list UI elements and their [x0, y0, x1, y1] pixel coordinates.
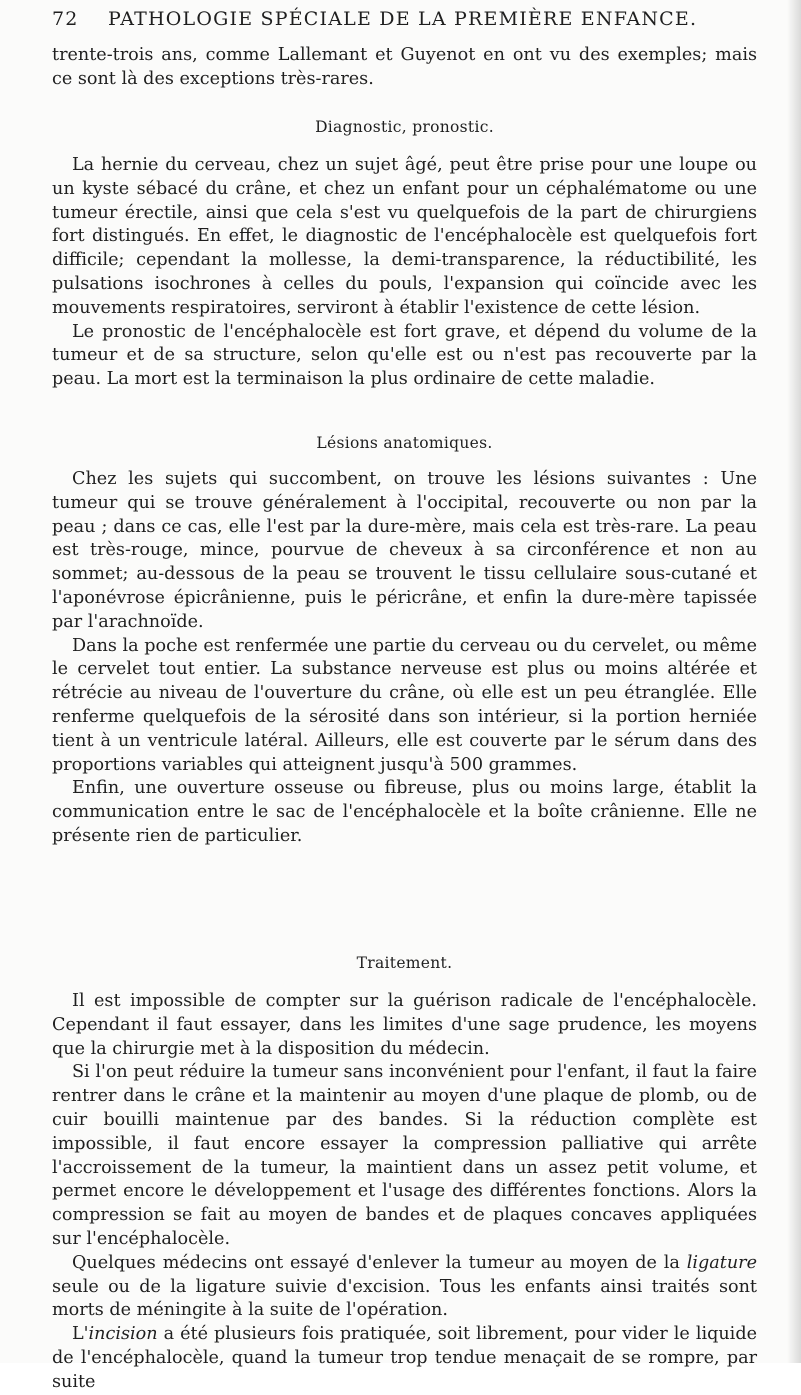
text-run: a été plusieurs fois pratiquée, soit librement, pour vider le liquide de l'encéphalocèle, quand la tumeur trop tendue menaçait de se rompre, par suite	[52, 1324, 757, 1392]
traitement-section-body	[52, 990, 757, 1395]
italic-term: ligature	[686, 1252, 757, 1273]
paragraph: Le pronostic de l'encéphalocèle est fort grave, et dépend du volume de la tumeur et de sa structure, selon qu'elle est ou n'est pas recouverte par la peau. La mort est la terminaison la plus ordinaire de cette maladie.	[52, 321, 757, 390]
page-number: 72	[52, 8, 79, 30]
text-run: Quelques médecins ont essayé d'enlever la tumeur au moyen de la	[72, 1252, 687, 1273]
paragraph: Chez les sujets qui succombent, on trouve les lésions suivantes : Une tumeur qui se trouve généralement à l'occipital, recouverte ou non par la peau ; dans ce cas, elle l'est par la dure-mère, mais cela est très-rare. La peau est très-rouge, mince, pourvue de cheveux à sa circonférence et non au sommet; au-dessous de la peau se trouvent le tissu cellulaire sous-cutané et l'aponévrose épicrânienne, puis le péricrâne, et enfin la dure-mère tapissée par l'arachnoïde.	[52, 469, 757, 632]
page-header	[52, 8, 752, 42]
italic-term: incision	[88, 1324, 158, 1345]
opening-paragraph: trente-trois ans, comme Lallemant et Guyenot en ont vu des exemples; mais ce sont là des exceptions très-rares.	[52, 45, 757, 89]
running-title: PATHOLOGIE SPÉCIALE DE LA PREMIÈRE ENFANCE.	[108, 8, 698, 30]
section-title-traitement: Traitement.	[356, 954, 453, 972]
paragraph-ligature	[52, 1252, 757, 1323]
paragraph: Si l'on peut réduire la tumeur sans inconvénient pour l'enfant, il faut la faire rentrer dans le crâne et la maintenir au moyen d'une plaque de plomb, ou de cuir bouilli maintenue par des bandes. Si la réduction complète est impossible, il faut encore essayer la compression palliative qui arrête l'accroissement de la tumeur, la maintient dans un assez petit volume, et permet encore le développement et l'usage des différentes fonctions. Alors la compression se fait au moyen de bandes et de plaques concaves appliquées sur l'encéphalocèle.	[52, 1062, 757, 1249]
section-title-lesions: Lésions anatomiques.	[316, 434, 493, 452]
paragraph: La hernie du cerveau, chez un sujet âgé, peut être prise pour une loupe ou un kyste sébacé du crâne, et chez un enfant pour un céphalématome ou une tumeur érectile, ainsi que cela s'est vu quelquefois de la part de chirurgiens fort distingués. En effet, le diagnostic de l'encéphalocèle est quelquefois fort difficile; cependant la mollesse, la demi-transparence, la réductibilité, les pulsations isochrones à celles du pouls, l'expansion qui coïncide avec les mouvements respiratoires, serviront à établir l'existence de cette lésion.	[52, 155, 757, 318]
paragraph: Dans la poche est renfermée une partie du cerveau ou du cervelet, ou même le cervelet tout entier. La substance nerveuse est plus ou moins altérée et rétrécie au niveau de l'ouverture du crâne, où elle est un peu étranglée. Elle renferme quelquefois de la sérosité dans son intérieur, si la portion herniée tient à un ventricule latéral. Ailleurs, elle est couverte par le sérum dans des proportions variables qui atteignent jusqu'à 500 grammes.	[52, 635, 757, 775]
section-title-diagnostic: Diagnostic, pronostic.	[315, 118, 494, 136]
text-run: L'	[72, 1324, 89, 1345]
paragraph: Enfin, une ouverture osseuse ou fibreuse, plus ou moins large, établit la communication entre le sac de l'encéphalocèle et la boîte crânienne. Elle ne présente rien de particulier.	[52, 778, 757, 846]
paragraph: Il est impossible de compter sur la guérison radicale de l'encéphalocèle. Cependant il faut essayer, dans les limites d'une sage prudence, les moyens que la chirurgie met à la disposition du médecin.	[52, 991, 757, 1059]
paragraph-incision	[52, 1323, 757, 1394]
text-run: seule ou de la ligature suivie d'excision. Tous les enfants ainsi traités sont morts de méningite à la suite de l'opération.	[52, 1276, 757, 1321]
lesions-section-body	[52, 468, 757, 849]
page-edge-shadow	[787, 0, 801, 1363]
diagnostic-section-body	[52, 154, 757, 392]
opening-text	[52, 44, 757, 92]
